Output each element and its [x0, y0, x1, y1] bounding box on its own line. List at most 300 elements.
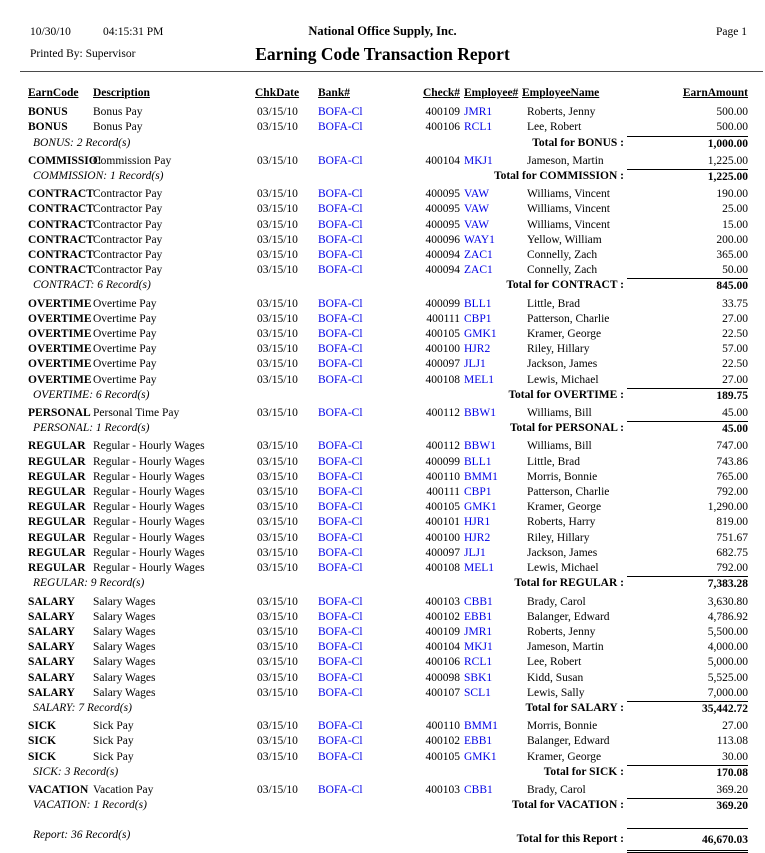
check-number-cell: 400109 [425, 625, 460, 638]
employee-number-link[interactable]: JLJ1 [464, 546, 486, 559]
earn-code-cell: CONTRACT [28, 203, 94, 216]
employee-number-link[interactable]: HJR2 [464, 531, 491, 544]
employee-number-link[interactable]: GMK1 [464, 328, 497, 341]
chk-date-cell: 03/15/10 [257, 516, 298, 529]
table-row [28, 531, 748, 546]
bank-link[interactable]: BOFA-Cl [318, 188, 363, 201]
bank-link[interactable]: BOFA-Cl [318, 470, 363, 483]
chk-date-cell: 03/15/10 [257, 486, 298, 499]
description-cell: Overtime Pay [93, 343, 157, 356]
bank-link[interactable]: BOFA-Cl [318, 297, 363, 310]
description-cell: Regular - Hourly Wages [93, 516, 205, 529]
earn-amount-cell: 792.00 [716, 486, 748, 499]
chk-date-cell: 03/15/10 [257, 249, 298, 262]
earn-code-cell: SALARY [28, 595, 75, 608]
earn-code-cell: SICK [28, 750, 57, 763]
employee-number-link[interactable]: SBK1 [464, 671, 493, 684]
earn-amount-cell: 22.50 [722, 358, 748, 371]
employee-number-link[interactable]: CBP1 [464, 312, 492, 325]
description-cell: Salary Wages [93, 671, 156, 684]
group-total-label: Total for OVERTIME : [508, 388, 624, 401]
company-name: National Office Supply, Inc. [308, 24, 457, 38]
employee-name-cell: Balanger, Edward [527, 610, 610, 623]
employee-number-link[interactable]: EBB1 [464, 610, 493, 623]
check-number-cell: 400100 [425, 531, 460, 544]
chk-date-cell: 03/15/10 [257, 455, 298, 468]
table-row [28, 470, 748, 485]
employee-name-cell: Lewis, Michael [527, 562, 599, 575]
check-number-cell: 400105 [425, 750, 460, 763]
earn-code-group [0, 154, 765, 185]
earn-amount-cell: 22.50 [722, 328, 748, 341]
earn-code-cell: OVERTIME [28, 297, 92, 310]
employee-number-link[interactable]: MEL1 [464, 373, 495, 386]
description-cell: Regular - Hourly Wages [93, 531, 205, 544]
check-number-cell: 400104 [425, 641, 460, 654]
earn-amount-cell: 819.00 [716, 516, 748, 529]
earn-amount-cell: 45.00 [722, 407, 748, 420]
chk-date-cell: 03/15/10 [257, 686, 298, 699]
table-row [28, 750, 748, 765]
earn-code-cell: REGULAR [28, 440, 86, 453]
bank-link[interactable]: BOFA-Cl [318, 233, 363, 246]
col-earncode: EarnCode [28, 87, 79, 99]
group-total-amount: 45.00 [627, 421, 748, 437]
employee-number-link[interactable]: VAW [464, 188, 490, 201]
earn-code-cell: SICK [28, 720, 57, 733]
table-row [28, 595, 748, 610]
earn-amount-cell: 27.00 [722, 720, 748, 733]
employee-name-cell: Little, Brad [527, 297, 581, 310]
group-total-label: Total for COMMISSION : [493, 170, 624, 183]
table-row [28, 342, 748, 357]
check-number-cell: 400101 [425, 516, 460, 529]
group-total-row [28, 765, 748, 781]
report-date: 10/30/10 [30, 26, 71, 38]
employee-number-link[interactable]: JLJ1 [464, 358, 486, 371]
bank-link[interactable]: BOFA-Cl [318, 641, 363, 654]
description-cell: Sick Pay [93, 735, 134, 748]
bank-link[interactable]: BOFA-Cl [318, 562, 363, 575]
employee-number-link[interactable]: MKJ1 [464, 154, 493, 167]
check-number-cell: 400106 [425, 656, 460, 669]
earn-code-group [0, 439, 765, 592]
earn-code-group [0, 105, 765, 152]
employee-number-link[interactable]: ZAC1 [464, 264, 493, 277]
employee-name-cell: Lewis, Sally [527, 686, 585, 699]
chk-date-cell: 03/15/10 [257, 233, 298, 246]
chk-date-cell: 03/15/10 [257, 106, 298, 119]
earn-amount-cell: 7,000.00 [707, 686, 748, 699]
chk-date-cell: 03/15/10 [257, 750, 298, 763]
group-total-row [28, 421, 748, 437]
bank-link[interactable]: BOFA-Cl [318, 656, 363, 669]
group-record-count: VACATION: 1 Record(s) [33, 799, 147, 812]
chk-date-cell: 03/15/10 [257, 188, 298, 201]
description-cell: Salary Wages [93, 656, 156, 669]
employee-name-cell: Kramer, George [527, 501, 602, 514]
earn-code-cell: SALARY [28, 671, 75, 684]
chk-date-cell: 03/15/10 [257, 501, 298, 514]
table-row [28, 218, 748, 233]
description-cell: Contractor Pay [93, 249, 163, 262]
check-number-cell: 400111 [426, 486, 460, 499]
earn-amount-cell: 369.20 [716, 783, 748, 796]
check-number-cell: 400097 [425, 546, 460, 559]
employee-name-cell: Williams, Bill [527, 440, 592, 453]
employee-number-link[interactable]: SCL1 [464, 686, 491, 699]
chk-date-cell: 03/15/10 [257, 218, 298, 231]
check-number-cell: 400108 [425, 562, 460, 575]
check-number-cell: 400104 [425, 154, 460, 167]
employee-number-link[interactable]: BMM1 [464, 720, 498, 733]
group-total-label: Total for BONUS : [532, 136, 624, 149]
table-row [28, 734, 748, 749]
table-row [28, 312, 748, 327]
col-check-number: Check# [422, 87, 460, 99]
bank-link[interactable]: BOFA-Cl [318, 343, 363, 356]
earn-code-cell: REGULAR [28, 455, 86, 468]
group-total-amount: 845.00 [627, 278, 748, 294]
employee-number-link[interactable]: GMK1 [464, 501, 497, 514]
bank-link[interactable]: BOFA-Cl [318, 440, 363, 453]
page-number: Page 1 [716, 26, 747, 38]
earn-code-cell: PERSONAL [28, 407, 91, 420]
earn-code-group [0, 187, 765, 294]
employee-number-link[interactable]: EBB1 [464, 735, 493, 748]
table-row [28, 655, 748, 670]
check-number-cell: 400110 [425, 470, 460, 483]
bank-link[interactable]: BOFA-Cl [318, 154, 363, 167]
employee-number-link[interactable]: MKJ1 [464, 641, 493, 654]
employee-number-link[interactable]: HJR1 [464, 516, 491, 529]
bank-link[interactable]: BOFA-Cl [318, 501, 363, 514]
earn-amount-cell: 1,225.00 [707, 154, 748, 167]
col-description: Description [93, 87, 150, 99]
chk-date-cell: 03/15/10 [257, 358, 298, 371]
employee-number-link[interactable]: BBW1 [464, 407, 496, 420]
check-number-cell: 400110 [425, 720, 460, 733]
column-headers [28, 86, 748, 101]
description-cell: Salary Wages [93, 641, 156, 654]
earn-code-cell: COMMISSIO! [28, 154, 102, 167]
group-record-count: SICK: 3 Record(s) [33, 765, 119, 778]
table-row [28, 561, 748, 576]
description-cell: Salary Wages [93, 686, 156, 699]
check-number-cell: 400095 [425, 218, 460, 231]
report-total-amount: 46,670.03 [627, 828, 748, 852]
bank-link[interactable]: BOFA-Cl [318, 486, 363, 499]
employee-name-cell: Yellow, William [527, 233, 602, 246]
description-cell: Regular - Hourly Wages [93, 486, 205, 499]
employee-name-cell: Lee, Robert [527, 121, 582, 134]
description-cell: Regular - Hourly Wages [93, 455, 205, 468]
earn-amount-cell: 33.75 [722, 297, 748, 310]
earn-amount-cell: 500.00 [716, 106, 748, 119]
group-total-row [28, 278, 748, 294]
earn-code-cell: CONTRACT [28, 233, 94, 246]
employee-name-cell: Williams, Vincent [527, 218, 610, 231]
description-cell: Regular - Hourly Wages [93, 546, 205, 559]
earn-amount-cell: 5,525.00 [707, 671, 748, 684]
earn-code-cell: CONTRACT [28, 249, 94, 262]
table-row [28, 248, 748, 263]
table-row [28, 263, 748, 278]
check-number-cell: 400107 [425, 686, 460, 699]
earn-amount-cell: 15.00 [722, 218, 748, 231]
check-number-cell: 400106 [425, 121, 460, 134]
table-row [28, 233, 748, 248]
check-number-cell: 400099 [425, 297, 460, 310]
check-number-cell: 400111 [426, 312, 460, 325]
bank-link[interactable]: BOFA-Cl [318, 671, 363, 684]
group-record-count: REGULAR: 9 Record(s) [33, 577, 145, 590]
earn-amount-cell: 743.86 [716, 455, 748, 468]
check-number-cell: 400109 [425, 106, 460, 119]
employee-number-link[interactable]: HJR2 [464, 343, 491, 356]
table-row [28, 610, 748, 625]
check-number-cell: 400095 [425, 188, 460, 201]
check-number-cell: 400096 [425, 233, 460, 246]
check-number-cell: 400100 [425, 343, 460, 356]
group-total-label: Total for SALARY : [525, 701, 624, 714]
bank-link[interactable]: BOFA-Cl [318, 312, 363, 325]
report-total-label: Total for this Report : [516, 833, 624, 846]
group-total-row [28, 798, 748, 814]
description-cell: Contractor Pay [93, 188, 163, 201]
bank-link[interactable]: BOFA-Cl [318, 407, 363, 420]
check-number-cell: 400108 [425, 373, 460, 386]
table-row [28, 105, 748, 120]
check-number-cell: 400105 [425, 328, 460, 341]
earn-amount-cell: 5,000.00 [707, 656, 748, 669]
bank-link[interactable]: BOFA-Cl [318, 735, 363, 748]
chk-date-cell: 03/15/10 [257, 671, 298, 684]
employee-number-link[interactable]: RCL1 [464, 121, 493, 134]
description-cell: Overtime Pay [93, 312, 157, 325]
check-number-cell: 400112 [425, 440, 460, 453]
description-cell: Contractor Pay [93, 264, 163, 277]
employee-name-cell: Riley, Hillary [527, 531, 590, 544]
description-cell: Overtime Pay [93, 297, 157, 310]
bank-link[interactable]: BOFA-Cl [318, 720, 363, 733]
group-total-row [28, 136, 748, 152]
group-record-count: OVERTIME: 6 Record(s) [33, 388, 150, 401]
employee-number-link[interactable]: JMR1 [464, 106, 493, 119]
employee-number-link[interactable]: BLL1 [464, 297, 492, 310]
chk-date-cell: 03/15/10 [257, 625, 298, 638]
earn-code-group [0, 297, 765, 404]
report-title: Earning Code Transaction Report [255, 44, 510, 64]
employee-number-link[interactable]: BMM1 [464, 470, 498, 483]
employee-name-cell: Roberts, Harry [527, 516, 596, 529]
group-total-amount: 189.75 [627, 388, 748, 404]
employee-number-link[interactable]: CBB1 [464, 595, 493, 608]
earn-code-group [0, 406, 765, 437]
chk-date-cell: 03/15/10 [257, 610, 298, 623]
earn-amount-cell: 682.75 [716, 546, 748, 559]
employee-name-cell: Williams, Vincent [527, 203, 610, 216]
bank-link[interactable]: BOFA-Cl [318, 546, 363, 559]
employee-number-link[interactable]: VAW [464, 203, 490, 216]
employee-number-link[interactable]: JMR1 [464, 625, 493, 638]
table-row [28, 783, 748, 798]
chk-date-cell: 03/15/10 [257, 407, 298, 420]
bank-link[interactable]: BOFA-Cl [318, 218, 363, 231]
description-cell: Bonus Pay [93, 106, 143, 119]
employee-number-link[interactable]: BLL1 [464, 455, 492, 468]
description-cell: Commission Pay [93, 154, 172, 167]
earn-code-cell: SALARY [28, 641, 75, 654]
description-cell: Personal Time Pay [93, 407, 180, 420]
employee-number-link[interactable]: CBP1 [464, 486, 492, 499]
employee-name-cell: Connelly, Zach [527, 249, 598, 262]
earn-amount-cell: 200.00 [716, 233, 748, 246]
earn-code-cell: VACATION [28, 783, 89, 796]
bank-link[interactable]: BOFA-Cl [318, 373, 363, 386]
chk-date-cell: 03/15/10 [257, 121, 298, 134]
group-total-row [28, 576, 748, 592]
chk-date-cell: 03/15/10 [257, 297, 298, 310]
earn-code-cell: CONTRACT [28, 188, 94, 201]
group-total-label: Total for PERSONAL : [509, 422, 624, 435]
group-total-amount: 1,225.00 [627, 169, 748, 185]
employee-number-link[interactable]: MEL1 [464, 562, 495, 575]
bank-link[interactable]: BOFA-Cl [318, 264, 363, 277]
earn-amount-cell: 751.67 [716, 531, 748, 544]
bank-link[interactable]: BOFA-Cl [318, 531, 363, 544]
employee-name-cell: Jameson, Martin [527, 641, 604, 654]
employee-name-cell: Balanger, Edward [527, 735, 610, 748]
earn-code-cell: REGULAR [28, 501, 86, 514]
bank-link[interactable]: BOFA-Cl [318, 625, 363, 638]
chk-date-cell: 03/15/10 [257, 440, 298, 453]
table-row [28, 297, 748, 312]
employee-name-cell: Lee, Robert [527, 656, 582, 669]
earn-code-cell: REGULAR [28, 516, 86, 529]
description-cell: Overtime Pay [93, 328, 157, 341]
group-total-label: Total for CONTRACT : [506, 279, 624, 292]
earn-code-cell: SALARY [28, 686, 75, 699]
report-time: 04:15:31 PM [103, 26, 164, 38]
employee-number-link[interactable]: WAY1 [464, 233, 495, 246]
check-number-cell: 400102 [425, 610, 460, 623]
employee-number-link[interactable]: RCL1 [464, 656, 493, 669]
employee-number-link[interactable]: ZAC1 [464, 249, 493, 262]
bank-link[interactable]: BOFA-Cl [318, 595, 363, 608]
table-row [28, 500, 748, 515]
employee-name-cell: Roberts, Jenny [527, 625, 596, 638]
earn-code-cell: OVERTIME [28, 312, 92, 325]
earn-amount-cell: 27.00 [722, 373, 748, 386]
employee-name-cell: Brady, Carol [527, 595, 586, 608]
table-row [28, 357, 748, 372]
earn-code-cell: REGULAR [28, 562, 86, 575]
description-cell: Contractor Pay [93, 233, 163, 246]
chk-date-cell: 03/15/10 [257, 720, 298, 733]
table-row [28, 455, 748, 470]
description-cell: Salary Wages [93, 610, 156, 623]
employee-name-cell: Jameson, Martin [527, 154, 604, 167]
earn-code-cell: BONUS [28, 121, 68, 134]
employee-name-cell: Little, Brad [527, 455, 581, 468]
group-record-count: PERSONAL: 1 Record(s) [33, 422, 150, 435]
bank-link[interactable]: BOFA-Cl [318, 249, 363, 262]
bank-link[interactable]: BOFA-Cl [318, 455, 363, 468]
employee-name-cell: Williams, Bill [527, 407, 592, 420]
check-number-cell: 400102 [425, 735, 460, 748]
table-row [28, 187, 748, 202]
group-total-row [28, 701, 748, 717]
description-cell: Salary Wages [93, 595, 156, 608]
earn-code-cell: OVERTIME [28, 343, 92, 356]
bank-link[interactable]: BOFA-Cl [318, 106, 363, 119]
bank-link[interactable]: BOFA-Cl [318, 610, 363, 623]
earn-amount-cell: 5,500.00 [707, 625, 748, 638]
bank-link[interactable]: BOFA-Cl [318, 358, 363, 371]
description-cell: Sick Pay [93, 750, 134, 763]
table-row [28, 439, 748, 454]
employee-number-link[interactable]: BBW1 [464, 440, 496, 453]
employee-number-link[interactable]: CBB1 [464, 783, 493, 796]
earn-amount-cell: 4,000.00 [707, 641, 748, 654]
chk-date-cell: 03/15/10 [257, 203, 298, 216]
table-row [28, 686, 748, 701]
employee-number-link[interactable]: VAW [464, 218, 490, 231]
earn-amount-cell: 27.00 [722, 312, 748, 325]
group-record-count: BONUS: 2 Record(s) [33, 136, 131, 149]
earn-amount-cell: 792.00 [716, 562, 748, 575]
check-number-cell: 400097 [425, 358, 460, 371]
bank-link[interactable]: BOFA-Cl [318, 516, 363, 529]
earn-code-cell: REGULAR [28, 486, 86, 499]
earn-code-cell: OVERTIME [28, 373, 92, 386]
table-row [28, 515, 748, 530]
employee-name-cell: Morris, Bonnie [527, 720, 598, 733]
group-total-amount: 1,000.00 [627, 136, 748, 152]
employee-name-cell: Jackson, James [527, 358, 598, 371]
report-record-count: Report: 36 Record(s) [33, 829, 131, 842]
employee-name-cell: Patterson, Charlie [527, 486, 610, 499]
earn-amount-cell: 1,290.00 [707, 501, 748, 514]
bank-link[interactable]: BOFA-Cl [318, 328, 363, 341]
earn-amount-cell: 4,786.92 [707, 610, 748, 623]
earn-amount-cell: 50.00 [722, 264, 748, 277]
earn-amount-cell: 30.00 [722, 750, 748, 763]
bank-link[interactable]: BOFA-Cl [318, 121, 363, 134]
col-employee-name: EmployeeName [522, 87, 600, 99]
table-row [28, 671, 748, 686]
employee-number-link[interactable]: GMK1 [464, 750, 497, 763]
chk-date-cell: 03/15/10 [257, 783, 298, 796]
earn-code-cell: SALARY [28, 610, 75, 623]
earn-code-group [0, 783, 765, 814]
earn-amount-cell: 113.08 [716, 735, 748, 748]
bank-link[interactable]: BOFA-Cl [318, 686, 363, 699]
group-record-count: COMMISSION: 1 Record(s) [33, 170, 164, 183]
employee-name-cell: Patterson, Charlie [527, 312, 610, 325]
description-cell: Regular - Hourly Wages [93, 562, 205, 575]
earn-amount-cell: 190.00 [716, 188, 748, 201]
employee-name-cell: Morris, Bonnie [527, 470, 598, 483]
chk-date-cell: 03/15/10 [257, 470, 298, 483]
bank-link[interactable]: BOFA-Cl [318, 783, 363, 796]
description-cell: Overtime Pay [93, 373, 157, 386]
bank-link[interactable]: BOFA-Cl [318, 750, 363, 763]
earn-code-cell: REGULAR [28, 531, 86, 544]
bank-link[interactable]: BOFA-Cl [318, 203, 363, 216]
col-employee-number: Employee# [464, 87, 519, 99]
